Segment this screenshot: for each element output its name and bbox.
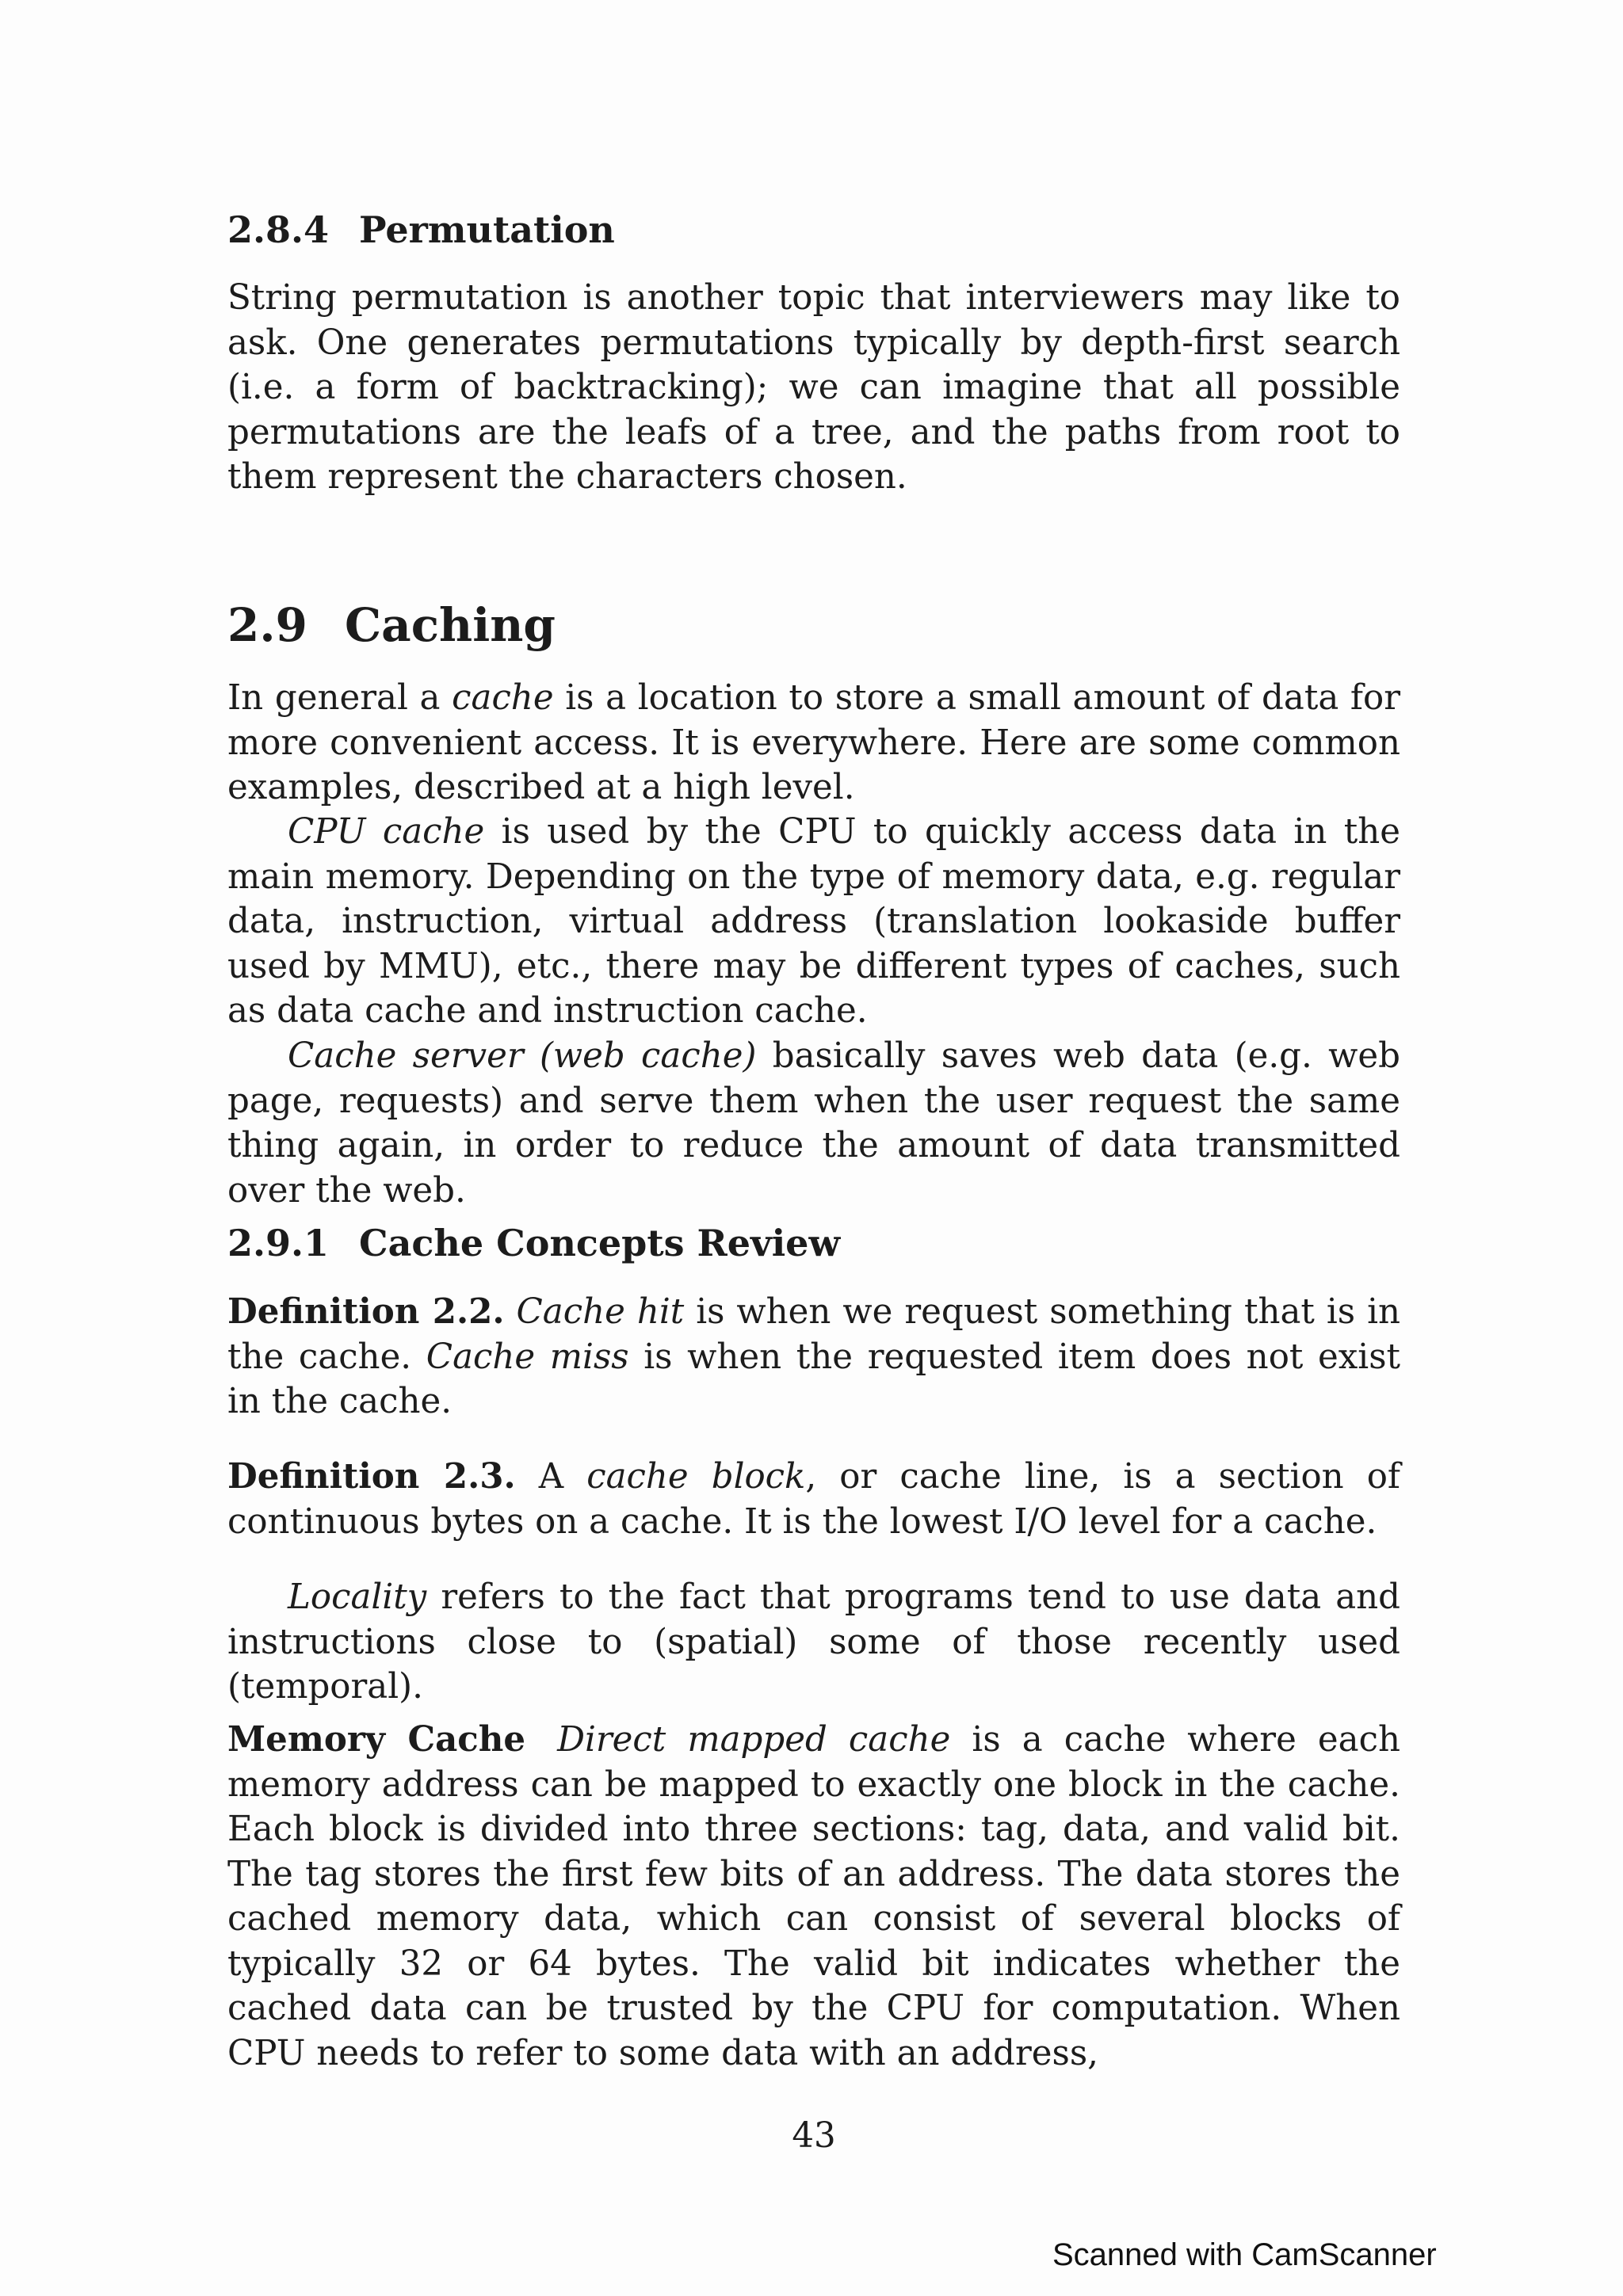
subsection-title: Cache Concepts Review (359, 1222, 841, 1264)
permutation-paragraph: String permutation is another topic that interviewers may like to ask. One generates permutations typically by depth-first search (i.e. a form of backtracking); we can imagine that all possible permutations are the leafs of a tree, and the paths from root to them represent the characters chosen. (227, 278, 1400, 497)
term-cpu-cache: CPU cache (288, 812, 485, 852)
term-cache-miss: Cache miss (426, 1337, 629, 1377)
subsection-heading-cache-concepts (227, 1221, 840, 1265)
term-cache-block: cache block (586, 1457, 806, 1497)
subsection-number: 2.8.4 (227, 208, 330, 251)
intro-text-a: In general a (227, 678, 453, 718)
definition-2-2 (227, 1290, 1400, 1425)
section-title: Caching (345, 598, 556, 652)
subsection-title: Permutation (359, 208, 615, 251)
definition-text-a: A (538, 1457, 587, 1497)
subsection-number: 2.9.1 (227, 1222, 330, 1264)
definition-2-3 (227, 1455, 1400, 1544)
term-cache: cache (452, 678, 554, 718)
definition-text-b: , or cache line, is a section of continuous bytes on a cache. It is the lowest I/O level for a cache. (227, 1457, 1401, 1542)
scanner-watermark: Scanned with CamScanner (1052, 2237, 1437, 2272)
term-locality: Locality (288, 1577, 427, 1617)
cpu-cache-paragraph (227, 810, 1400, 1034)
section-number: 2.9 (227, 598, 307, 652)
term-cache-hit: Cache hit (516, 1292, 685, 1332)
term-cache-server: Cache server (web cache) (288, 1036, 757, 1076)
cache-server-paragraph (227, 1034, 1400, 1213)
cache-server-text: basically saves web data (e.g. web page, requests) and serve them when the user request the same thing again, in order to reduce the amount of data transmitted over the web. (227, 1036, 1400, 1211)
memory-cache-paragraph (227, 1718, 1400, 2076)
definition-text-2: is when the requested item does not exist in the cache. (227, 1337, 1401, 1421)
cpu-cache-text: is used by the CPU to quickly access data in the main memory. Depending on the type of memory data, e.g. regular data, instruction, virtual address (translation lookaside buffer used by MMU), etc., there may be different types of caches, such as data cache and instruction cache. (227, 812, 1400, 1031)
definition-label: Definition 2.2. (227, 1291, 505, 1332)
term-direct-mapped-cache: Direct mapped cache (557, 1720, 951, 1760)
locality-paragraph (227, 1575, 1400, 1710)
section-heading-caching (227, 599, 556, 651)
memory-cache-text: is a cache where each memory address can be mapped to exactly one block in the cache. Each block is divided into three sections: tag, data, and valid bit. The tag stores the first few bits of an address. The data stores the cached memory data, which can consist of several blocks of typically 32 or 64 bytes. The valid bit indicates whether the cached data can be trusted by the CPU for computation. When CPU needs to refer to some data with an address, (227, 1720, 1400, 2073)
intro-text-b: is a location to store a small amount of data for more convenient access. It is everywhere. Here are some common examples, described at a high level. (227, 678, 1401, 807)
memory-cache-label: Memory Cache (227, 1719, 526, 1760)
locality-text: refers to the fact that programs tend to use data and instructions close to (spatial) some of those recently used (temporal). (227, 1577, 1400, 1707)
definition-label: Definition 2.3. (227, 1456, 516, 1497)
page-number: 43 (792, 2116, 836, 2156)
caching-intro-paragraph (227, 676, 1400, 810)
subsection-heading-permutation (227, 208, 615, 252)
definition-text-1: is when we request something that is in the cache. (227, 1292, 1400, 1377)
